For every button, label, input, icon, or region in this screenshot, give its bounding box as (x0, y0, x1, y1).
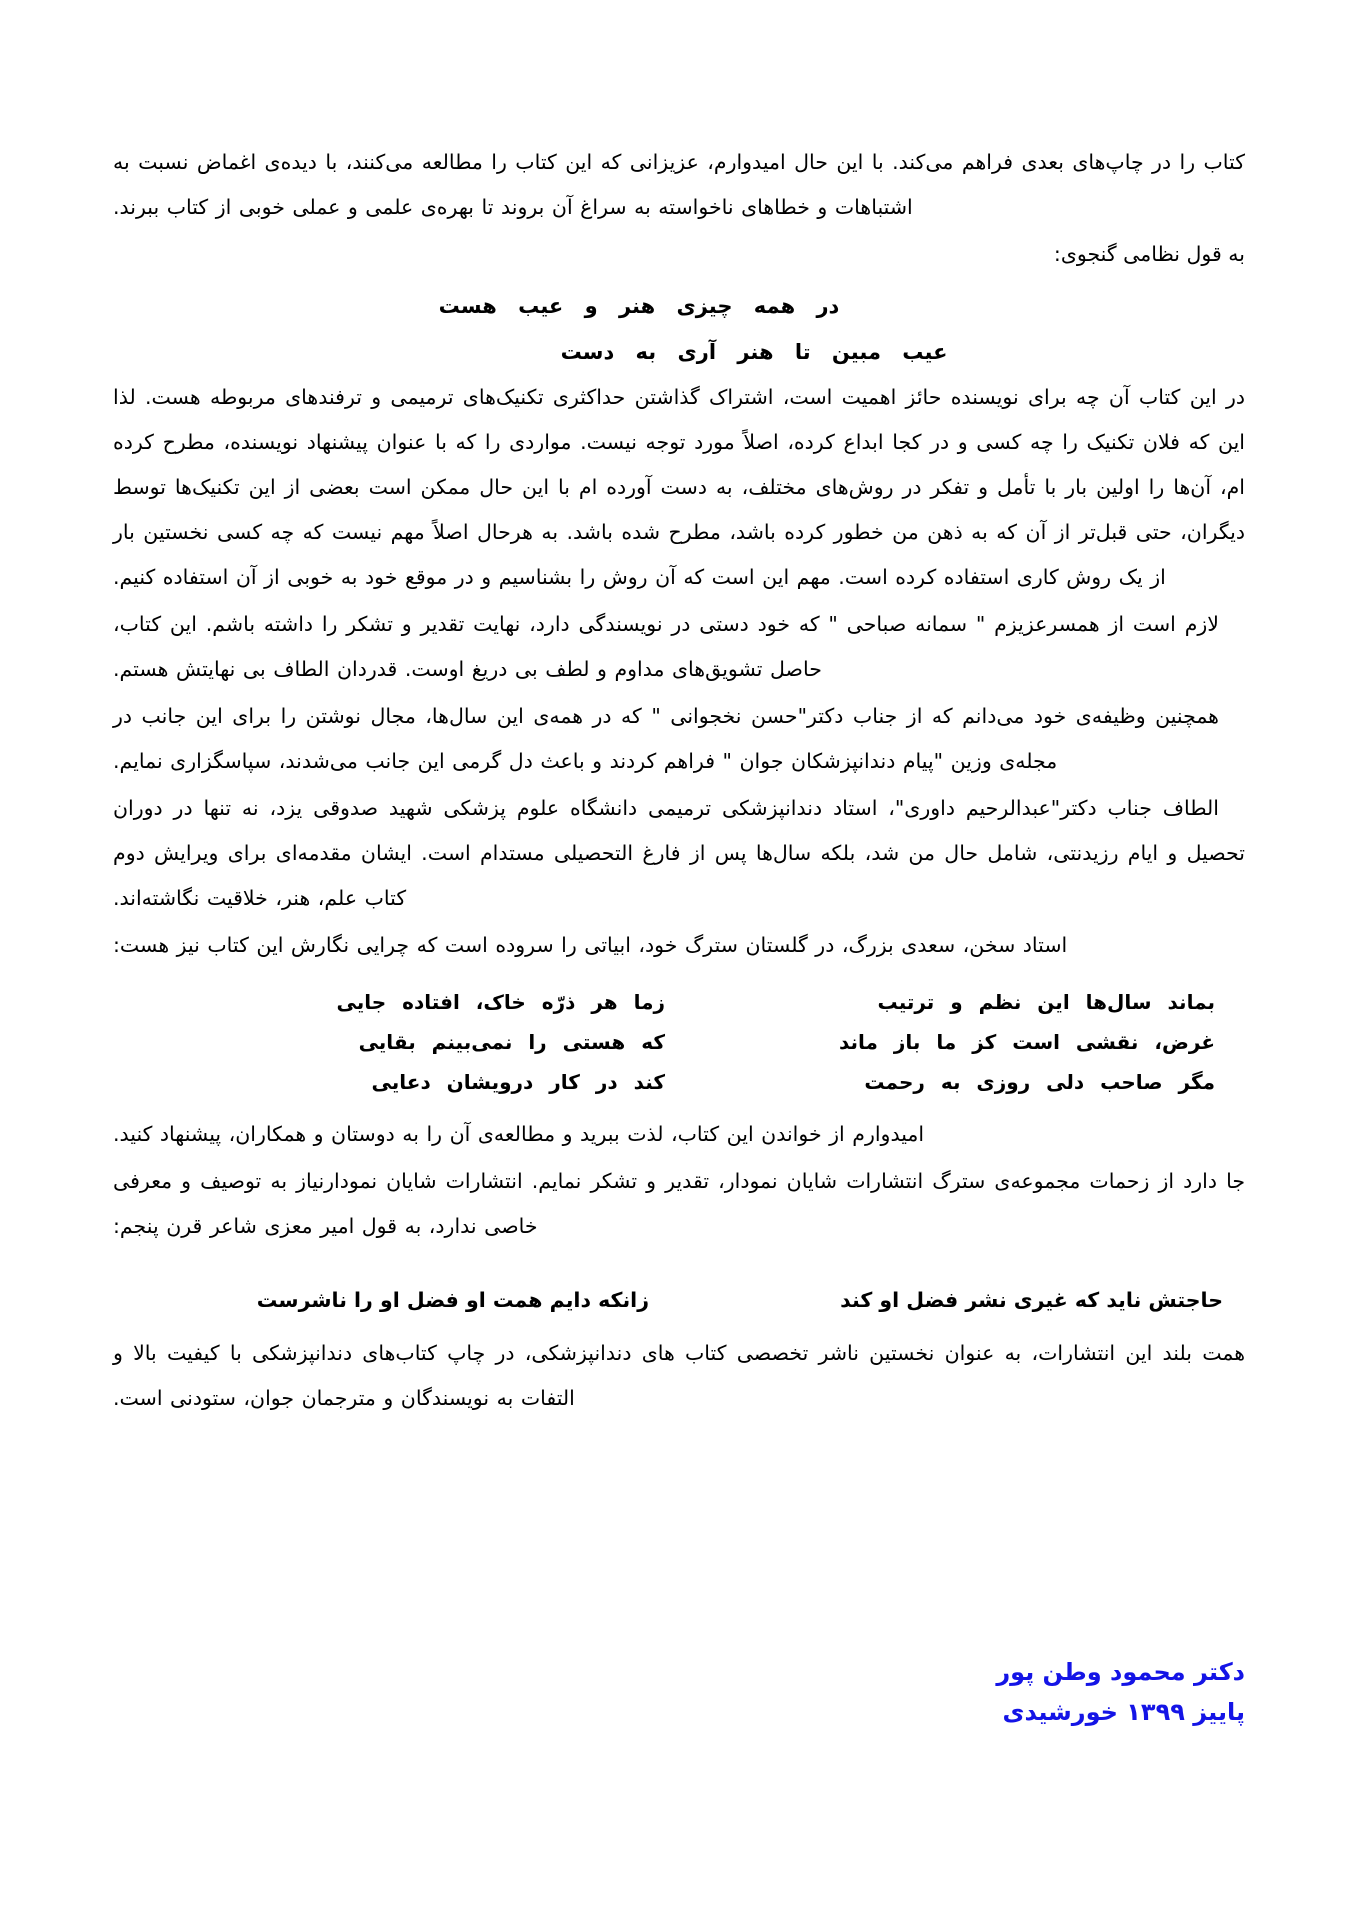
nezami-hemistich-1: در همه چیزی هنر و عیب هست (438, 294, 840, 318)
page-content (113, 140, 1245, 1423)
nezami-hemistich-2: عیب مبین تا هنر آری به دست (560, 340, 948, 364)
paragraph-7: امیدوارم از خواندن این کتاب، لذت ببرید و مطالعه‌ی آن را به دوستان و همکاران، پیشنهاد کنید. (113, 1122, 925, 1146)
moezzi-hemistich-a: حاجتش ناید که غیری نشر فضل او کند (840, 1288, 1223, 1312)
saadi-couplet-2 (113, 1022, 1245, 1062)
paragraph-4: همچنین وظیفه‌ی خود می‌دانم که از جناب دکتر"حسن نخجوانی " که در همه‌ی این سال‌ها، مجال نوشتن را برای این جانب در مجله‌ی وزین "پیام دندانپزشکان جوان " فراهم کردند و باعث دل گرمی این جانب می‌شدند، سپاسگزاری نمایم. (113, 704, 1219, 773)
moezzi-couplet (113, 1279, 1245, 1321)
nezami-attribution: به قول نظامی گنجوی: (1053, 242, 1245, 266)
paragraph-9: همت بلند این انتشارات، به عنوان نخستین ناشر تخصصی کتاب های دندانپزشکی، در چاپ کتاب‌های دندانپزشکی با کیفیت بالا و التفات به نویسندگان و مترجمان جوان، ستودنی است. (113, 1341, 1245, 1410)
saadi-3-hemistich-a: مگر صاحب دلی روزی به رحمت (864, 1070, 1215, 1094)
saadi-couplet-3 (113, 1062, 1245, 1102)
paragraph-3: لازم است از همسرعزیزم " سمانه صباحی " که خود دستی در نویسندگی دارد، نهایت تقدیر و تشکر را داشته باشم. این کتاب، حاصل تشویق‌های مداوم و لطف بی دریغ اوست. قدردان الطاف بی نهایتش هستم. (113, 612, 1219, 681)
saadi-3-hemistich-b: کند در کار درویشان دعایی (371, 1070, 665, 1094)
moezzi-hemistich-b: زانکه دایم همت او فضل او را ناشرست (256, 1288, 649, 1312)
paragraph-8: جا دارد از زحمات مجموعه‌ی سترگ انتشارات شایان نمودار، تقدیر و تشکر نمایم. انتشارات شایان نمودارنیاز به توصیف و معرفی خاصی ندارد، به قول امیر معزی شاعر قرن پنجم: (113, 1169, 1245, 1238)
saadi-1-hemistich-b: زما هر ذرّه خاک، افتاده جایی (336, 990, 665, 1014)
saadi-1-hemistich-a: بماند سال‌ها این نظم و ترتیب (877, 990, 1215, 1014)
paragraph-1: کتاب را در چاپ‌های بعدی فراهم می‌کند. با این حال امیدوارم، عزیزانی که این کتاب را مطالعه می‌کنند، با دیده‌ی اغماض نسبت به اشتباهات و خطاهای ناخواسته به سراغ آن بروند تا بهره‌ی علمی و عملی خوبی از کتاب ببرند. (113, 150, 1245, 219)
signature-author-name: دکتر محمود وطن پور (996, 1658, 1245, 1686)
paragraph-5: الطاف جناب دکتر"عبدالرحیم داوری"، استاد دندانپزشکی ترمیمی دانشگاه علوم پزشکی شهید صدوقی یزد، نه تنها در دوران تحصیل و ایام رزیدنتی، شامل حال من شد، بلکه سال‌ها پس از فارغ التحصیلی مستدام است. ایشان مقدمه‌ای برای ویرایش دوم کتاب علم، هنر، خلاقیت نگاشته‌اند. (113, 796, 1245, 910)
saadi-verse-block (113, 982, 1245, 1102)
saadi-2-hemistich-b: که هستی را نمی‌بینم بقایی (358, 1030, 665, 1054)
signature-block (996, 1652, 1245, 1732)
paragraph-6: استاد سخن، سعدی بزرگ، در گلستان سترگ خود، ابیاتی را سروده است که چرایی نگارش این کتاب نیز هست: (113, 933, 1068, 957)
saadi-2-hemistich-a: غرض، نقشی است کز ما باز ماند (838, 1030, 1215, 1054)
paragraph-2: در این کتاب آن چه برای نویسنده حائز اهمیت است، اشتراک گذاشتن حداکثری تکنیک‌های ترمیمی و ترفندهای مربوطه هست. لذا این که فلان تکنیک را چه کسی و در کجا ابداع کرده، اصلاً مورد توجه نیست. مواردی را که با عنوان پیشنهاد نویسنده، مطرح کرده ام، آن‌ها را اولین بار با تأمل و تفکر در روش‌های مختلف، به دست آورده ام با این حال ممکن است بعضی از این تکنیک‌ها توسط دیگران، حتی قبل‌تر از آن که به ذهن من خطور کرده باشد، مطرح شده باشد. به هرحال اصلاً مهم نیست که چه کسی نخستین بار از یک روش کاری استفاده کرده است. مهم این است که آن روش را بشناسیم و در موقع خود به خوبی از آن استفاده کنیم. (113, 385, 1245, 589)
nezami-couplet (113, 283, 1245, 375)
saadi-couplet-1 (113, 982, 1245, 1022)
signature-date: پاییز ۱۳۹۹ خورشیدی (1002, 1698, 1245, 1726)
